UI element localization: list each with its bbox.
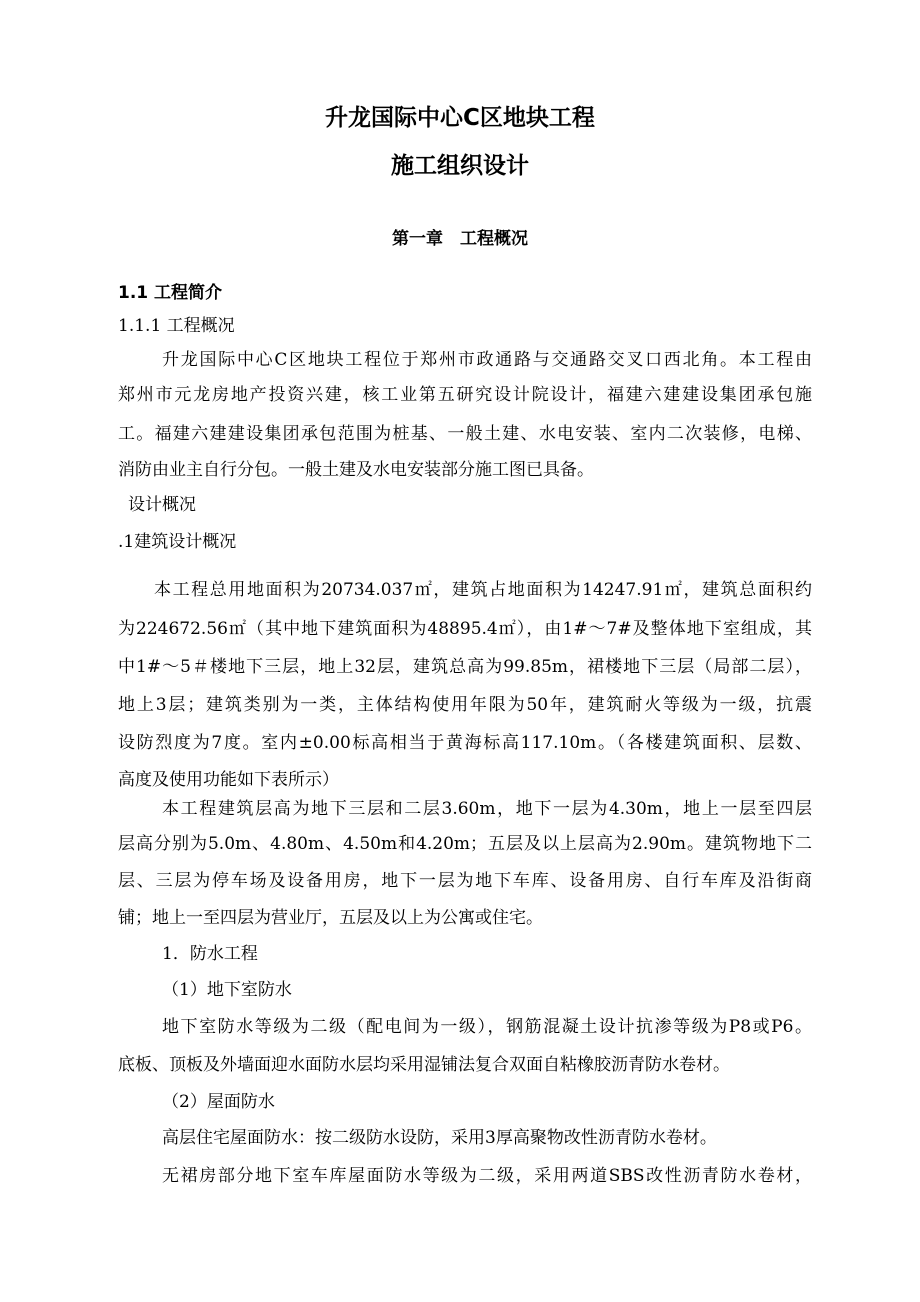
paragraph-line: 本工程总用地面积为20734.037㎡，建筑占地面积为14247.91㎡，建筑总面积约 xyxy=(154,580,812,600)
subsection-heading: （1）地下室防水 xyxy=(162,980,292,1000)
subsection-heading: 1．防水工程 xyxy=(162,944,258,964)
paragraph-line: 层、三层为停车场及设备用房，地下一层为地下车库、设备用房、自行车库及沿街商 xyxy=(118,871,812,891)
document-subtitle: 施工组织设计 xyxy=(391,153,529,179)
paragraph-line: 升龙国际中心C区地块工程位于郑州市政通路与交通路交叉口西北角。本工程由 xyxy=(162,350,812,370)
subsection-heading: .1建筑设计概况 xyxy=(118,532,237,552)
paragraph-line: 铺；地上一至四层为营业厅，五层及以上为公寓或住宅。 xyxy=(118,908,543,928)
paragraph-line: 中1#～5＃楼地下三层，地上32层，建筑总高为99.85m，裙楼地下三层（局部二层）， xyxy=(118,657,812,677)
subsection-heading: （2）屋面防水 xyxy=(162,1092,275,1112)
paragraph-line: 设防烈度为7度。室内±0.00标高相当于黄海标高117.10m。（各楼建筑面积、层数、 xyxy=(118,733,812,753)
subsection-heading: 设计概况 xyxy=(128,495,196,515)
paragraph-line: 本工程建筑层高为地下三层和二层3.60m，地下一层为4.30m，地上一层至四层 xyxy=(162,799,812,819)
paragraph-line: 底板、顶板及外墙面迎水面防水层均采用湿铺法复合双面自粘橡胶沥青防水卷材。 xyxy=(118,1055,730,1075)
paragraph-line: 郑州市元龙房地产投资兴建，核工业第五研究设计院设计，福建六建建设集团承包施 xyxy=(118,385,812,405)
paragraph-line: 地上3层；建筑类别为一类，主体结构使用年限为50年，建筑耐火等级为一级，抗震 xyxy=(118,695,812,715)
paragraph-line: 地下室防水等级为二级（配电间为一级），钢筋混凝土设计抗渗等级为P8或P6。 xyxy=(162,1017,812,1037)
chapter-heading: 第一章 工程概况 xyxy=(392,229,528,249)
paragraph-line: 高层住宅屋面防水：按二级防水设防，采用3厚高聚物改性沥青防水卷材。 xyxy=(162,1128,717,1148)
document-title: 升龙国际中心C区地块工程 xyxy=(325,105,595,131)
paragraph-line: 消防由业主自行分包。一般土建及水电安装部分施工图已具备。 xyxy=(118,460,594,480)
paragraph-line: 无裙房部分地下室车库屋面防水等级为二级，采用两道SBS改性沥青防水卷材， xyxy=(162,1166,812,1186)
paragraph-line: 为224672.56㎡（其中地下建筑面积为48895.4㎡），由1#～7#及整体地下室组成，其 xyxy=(118,619,812,639)
paragraph-line: 工。福建六建建设集团承包范围为桩基、一般土建、水电安装、室内二次装修，电梯、 xyxy=(118,424,812,444)
paragraph-line: 高度及使用功能如下表所示） xyxy=(118,770,339,790)
section-heading-1-1: 1.1 工程简介 xyxy=(118,283,223,303)
paragraph-line: 层高分别为5.0m、4.80m、4.50m和4.20m；五层及以上层高为2.90m。建筑物地下二 xyxy=(118,834,812,854)
subsection-heading-1-1-1: 1.1.1 工程概况 xyxy=(118,316,235,336)
